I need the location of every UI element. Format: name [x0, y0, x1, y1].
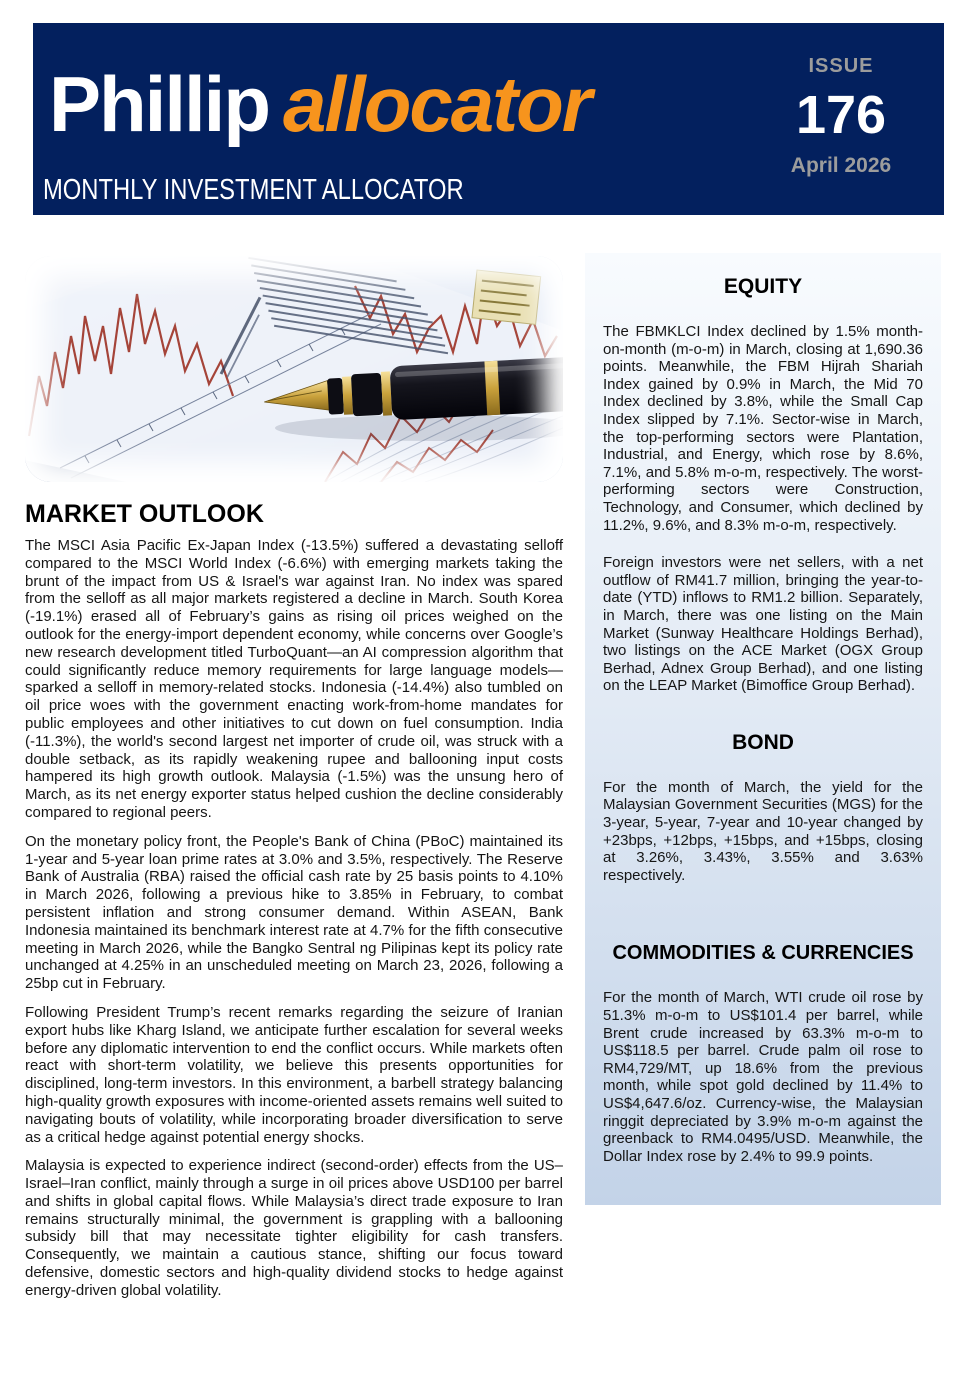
issue-label: ISSUE [808, 55, 874, 77]
content-columns [25, 253, 941, 1311]
commodities-currencies-heading: COMMODITIES & CURRENCIES [612, 942, 914, 965]
bond-paragraph: For the month of March, the yield for the Malaysian Government Securities (MGS) for the 3-year, 5-year, 7-year and 10-year changed by +23bps, +12bps, +15bps, and +15bps, closing at 3.26%, 3.43%, 3.55% and 3.63% respectively. [603, 778, 923, 884]
market-outlook-paragraph: On the monetary policy front, the People's Bank of China (PBoC) maintained its 1-year and 5-year loan prime rates at 3.0% and 3.5%, respectively. The Reserve Bank of Australia (RBA) raised the official cash rate by 25 basis points to 4.10% in March 2026, following a previous hike to 3.85% in February, to combat persistent inflation and strong consumer demand. Within ASEAN, Bank Indonesia maintained its benchmark interest rate at 4.7% for the fifth consecutive meeting in March 2026, while the Bangko Sentral ng Pilipinas kept its policy rate unchanged at 4.25% in an unscheduled meeting on March 23, 2026, following a 25bp cut in February. [25, 832, 563, 993]
sidebar [585, 253, 941, 1205]
masthead-subtitle: MONTHLY INVESTMENT ALLOCATOR [43, 174, 464, 206]
financial-charts-pen-illustration [25, 256, 563, 482]
issue-date: April 2026 [790, 154, 892, 177]
issue-number: 176 [795, 85, 887, 145]
masthead [33, 23, 944, 215]
market-outlook-title: MARKET OUTLOOK [25, 500, 264, 528]
equity-heading: EQUITY [723, 275, 803, 298]
market-outlook-paragraph: The MSCI Asia Pacific Ex-Japan Index (-13.5%) suffered a devastating selloff compared to the MSCI World Index (-6.6%) with emerging markets taking the brunt of the impact from US & Israel's war against Iran. No index was spared from the selloff as all major markets registered a decline in March. South Korea (-19.1%) erased all of February’s gains as rising oil prices weighed on the outlook for the energy-import dependent economy, while concerns over Google’s new research development titled TurboQuant—an AI compression algorithm that could significantly reduce memory requirements for large language models—sparked a selloff in memory-related stocks. Indonesia (-14.4%) also tumbled on oil price woes with the government enacting work-from-home mandates for public employees and other initiatives to cut down on fuel consumption. India (-11.3%), the world's second largest net importer of crude oil, was struck with a double setback, as its rapidly weakening rupee and ballooning input costs hampered its high growth outlook. Malaysia (-1.5%) was the unsung hero of March, as its net energy exporter status helped cushion the decline considerably compared to regional peers. [25, 537, 563, 821]
hero-image [25, 256, 563, 482]
brand-secondary: allocator [283, 60, 591, 148]
issue-block [766, 55, 916, 178]
equity-paragraph: The FBMKLCI Index declined by 1.5% month-on-month (m-o-m) in March, closing at 1,690.36 points. Meanwhile, the FBM Hijrah Shariah Index gained by 0.9% in March, the Mid 70 Index declined by 3.8%, while the Small Cap Index slipped by 7.1%. Sector-wise in March, the top-performing sectors were Plantation, Industrial, and Energy, which rose by 8.6%, 7.1%, and 5.8% m-o-m, respectively. The worst-performing sectors were Construction, Technology, and Consumer, which declined by 11.2%, 9.6%, and 8.3% m-o-m, respectively. [603, 323, 923, 534]
market-outlook-body [25, 537, 563, 1300]
brand-title [49, 60, 591, 148]
main-column [25, 253, 563, 1311]
market-outlook-paragraph: Following President Trump’s recent remarks regarding the seizure of Iranian export hubs like Kharg Island, we anticipate further escalation for several weeks before any diplomatic intervention to end the conflict occurs. While markets often react with short-term volatility, we believe this presents opportunities for disciplined, long-term investors. In this environment, a barbell strategy balancing high-quality growth exposures with income-oriented assets remains well suited to navigating bouts of volatility, while incorporating broader diversification to serve as a critical hedge against potential energy shocks. [25, 1003, 563, 1146]
commodities-paragraph: For the month of March, WTI crude oil rose by 51.3% m-o-m to US$101.4 per barrel, while Brent crude increased by 63.3% m-o-m to US$118.5 per barrel. Crude palm oil rose to RM4,729/MT, up 18.6% from the previous month, while spot gold declined by 11.4% to US$4,647.6/oz. Currency-wise, the Malaysian ringgit depreciated by 3.9% m-o-m against the greenback to RM4.0495/USD. Meanwhile, the Dollar Index rose by 2.4% to 99.9 points. [603, 989, 923, 1165]
equity-paragraph: Foreign investors were net sellers, with a net outflow of RM41.7 million, bringing the year-to-date (YTD) inflows to RM1.2 billion. Separately, in March, there was one listing on the Main Market (Sunway Healthcare Holdings Berhad), two listings on the ACE Market (OGX Group Berhad, Adnex Group Berhad), and one listing on the LEAP Market (Bimoffice Group Berhad). [603, 554, 923, 695]
brand-primary: Phillip [49, 60, 269, 148]
bond-heading: BOND [732, 730, 794, 754]
market-outlook-paragraph: Malaysia is expected to experience indirect (second-order) effects from the US–Israel–Iran conflict, mainly through a surge in oil prices above USD100 per barrel and shifts in global capital flows. While Malaysia’s direct trade exposure to Iran remains structurally minimal, the government is grappling with a ballooning subsidy bill that may necessitate tighter eligibility for cash transfers. Consequently, we maintain a cautious stance, shifting our focus toward defensive, domestic sectors and high-quality dividend stocks to hedge against energy-driven global volatility. [25, 1157, 563, 1299]
